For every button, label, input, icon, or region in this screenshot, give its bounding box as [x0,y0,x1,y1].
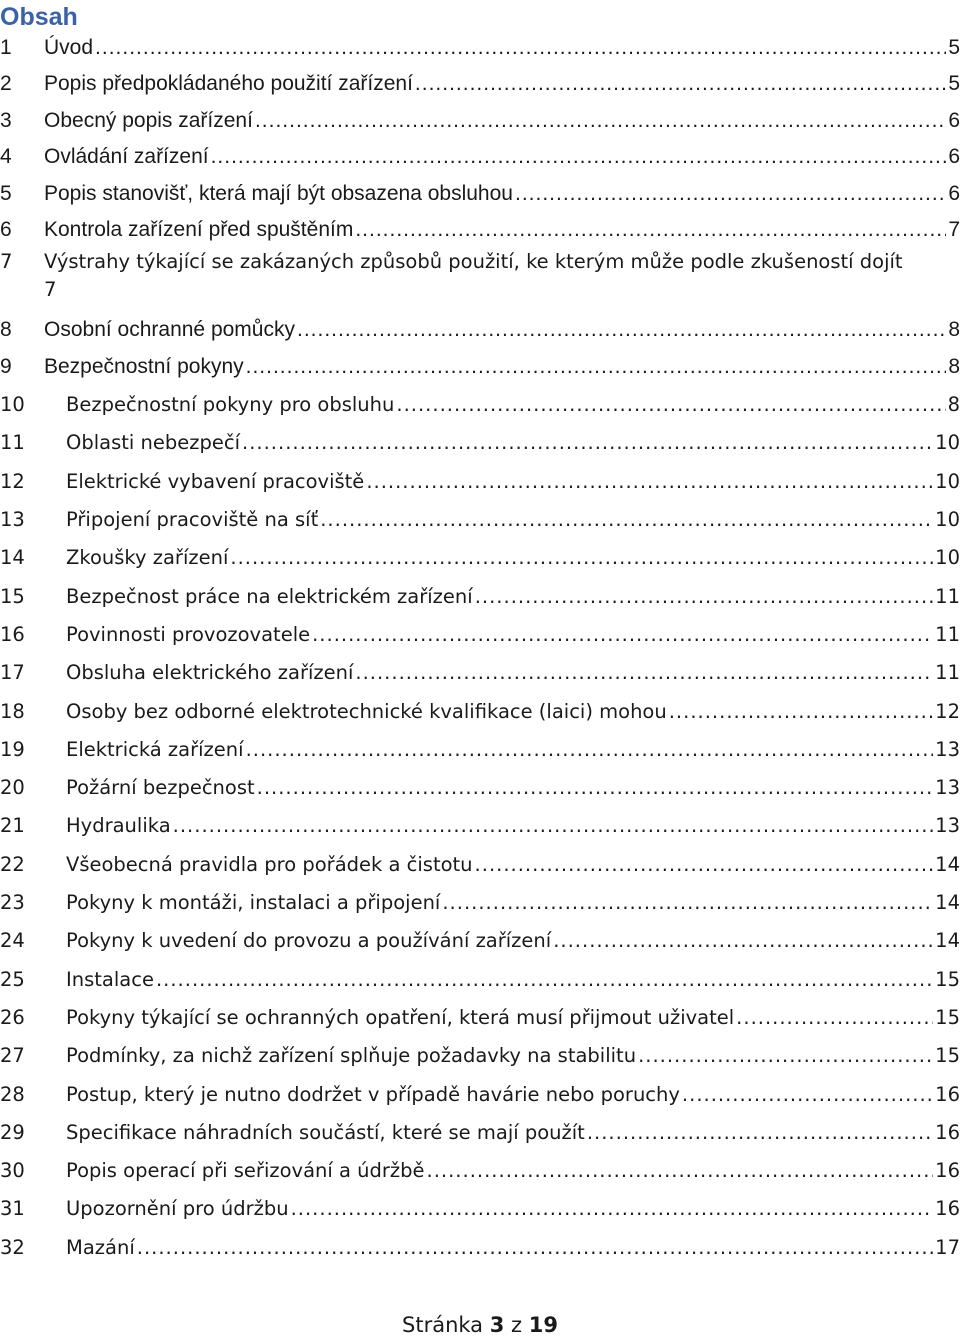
toc-entry-title: Kontrola zařízení před spuštěním [44,218,354,241]
toc-entry-title: Popis stanovišť, která mají být obsazena obsluhou [44,181,513,205]
toc-entry-page: 8 [948,354,960,378]
toc-entry[interactable] [0,103,960,139]
toc-leader-dots [257,770,934,806]
toc-entry[interactable] [0,847,960,883]
toc-entry[interactable] [0,464,960,500]
toc-leader-dots [137,1230,933,1266]
toc-entry-page: 14 [935,852,960,876]
toc-leader-dots [553,923,933,959]
toc-entry-number: 25 [0,967,25,991]
toc-entry-number: 13 [0,508,25,531]
toc-entry-number: 14 [0,546,25,570]
toc-entry[interactable] [0,923,960,959]
toc-entry[interactable] [0,139,960,175]
toc-leader-dots [475,579,933,615]
toc-entry-number: 32 [0,1235,25,1259]
toc-entry-number: 22 [0,852,25,876]
toc-entry[interactable] [0,248,960,306]
toc-entry-page: 15 [935,967,960,991]
toc-leader-dots [320,502,933,538]
toc-leader-dots [211,139,947,175]
footer-prefix: Stránka [402,1313,484,1337]
toc-leader-dots [255,103,946,139]
toc-entry-title: Ovládání zařízení [44,145,209,169]
toc-entry-page: 15 [935,1044,960,1068]
toc-leader-dots [355,655,933,691]
toc-entry-page: 8 [947,393,960,417]
toc-leader-dots [156,962,933,998]
toc-entry-page: 14 [935,891,960,914]
toc-entry[interactable] [0,312,960,348]
toc-entry-page: 16 [935,1082,960,1106]
toc-leader-dots [246,349,947,385]
toc-entry-page: 10 [935,546,960,570]
toc-entry-page: 15 [935,1005,960,1029]
toc-entry-title: Obecný popis zařízení [44,108,253,132]
toc-entry[interactable] [0,387,960,423]
toc-entry-number: 21 [0,814,25,838]
toc-leader-dots [682,1077,933,1113]
toc-entry-number: 16 [0,622,25,646]
toc-entry-number: 6 [0,218,12,241]
toc-entry-title: Osobní ochranné pomůcky [44,318,295,342]
toc-leader-dots [366,464,933,500]
toc-entry-number: 19 [0,737,25,761]
toc-entry[interactable] [0,808,960,844]
toc-entry-page: 13 [935,814,960,838]
toc-entry[interactable] [0,1000,960,1036]
toc-entry[interactable] [0,66,960,102]
toc-entry-number: 28 [0,1082,25,1106]
toc-entry-number: 12 [0,469,25,493]
toc-entry-number: 17 [0,661,25,685]
toc-entry-page: 7 [948,218,960,241]
toc-entry-title: Povinnosti provozovatele [66,622,311,646]
toc-leader-dots [173,808,934,844]
toc-leader-dots [230,540,933,576]
toc-entry[interactable] [0,1115,960,1151]
toc-entry[interactable] [0,732,960,768]
toc-heading: Obsah [0,3,78,31]
toc-entry[interactable] [0,425,960,461]
toc-entry-title: Úvod [44,36,94,59]
toc-entry-number: 18 [0,699,25,723]
toc-entry-page: 7 [44,278,57,302]
toc-entry-page: 10 [935,508,960,531]
toc-entry-number: 20 [0,776,25,800]
toc-leader-dots [515,176,946,212]
toc-entry-title: Pokyny k montáži, instalaci a připojení [66,891,441,914]
toc-entry-title: Elektrická zařízení [66,737,244,761]
toc-entry[interactable] [0,502,960,538]
toc-entry-number: 1 [0,36,12,59]
toc-entry[interactable] [0,1230,960,1266]
toc-entry-title: Popis operací při seřizování a údržbě [66,1159,425,1183]
toc-entry-page: 12 [935,699,960,723]
toc-leader-dots [95,30,946,66]
toc-entry-number: 2 [0,72,12,96]
toc-entry-title: Elektrické vybavení pracoviště [66,469,365,493]
toc-entry[interactable] [0,1038,960,1074]
toc-entry-number: 26 [0,1005,25,1029]
toc-entry[interactable] [0,885,960,921]
toc-entry[interactable] [0,579,960,615]
toc-leader-dots [736,1000,933,1036]
toc-leader-dots [442,885,933,921]
toc-entry-page: 11 [935,661,960,685]
toc-entry-page: 6 [948,108,960,132]
toc-entry-title: Bezpečnost práce na elektrickém zařízení [66,584,473,608]
toc-entry-title: Pokyny k uvedení do provozu a používání zařízení [66,929,552,953]
toc-leader-dots [246,732,934,768]
toc-entry-title: Výstrahy týkající se zakázaných způsobů použití, ke kterým může podle zkušeností dojít [44,250,903,274]
toc-leader-dots [396,387,945,423]
toc-entry[interactable] [0,1153,960,1189]
toc-entry-title: Popis předpokládaného použití zařízení [44,72,413,96]
toc-entry-number: 15 [0,584,25,608]
toc-leader-dots [638,1038,933,1074]
toc-entry-title: Podmínky, za nichž zařízení splňuje požadavky na stabilitu [66,1044,637,1068]
toc-entry-title: Oblasti nebezpečí [66,431,240,455]
toc-entry[interactable] [0,617,960,653]
toc-entry-title: Všeobecná pravidla pro pořádek a čistotu [66,852,473,876]
toc-entry[interactable] [0,1077,960,1113]
toc-entry-number: 31 [0,1197,25,1221]
toc-entry-page: 17 [935,1235,960,1259]
toc-entry-title: Mazání [66,1235,135,1259]
toc-entry-title: Upozornění pro údržbu [66,1197,289,1221]
toc-entry-page: 16 [935,1159,960,1183]
toc-entry-number: 11 [0,431,25,455]
toc-entry-page: 11 [935,622,960,646]
toc-leader-dots [291,1191,934,1227]
toc-entry-title: Osoby bez odborné elektrotechnické kvalifikace (laici) mohou [66,699,667,723]
toc-entry-number: 29 [0,1120,25,1144]
toc-leader-dots [242,425,933,461]
toc-leader-dots [355,212,946,248]
toc-entry-title: Bezpečnostní pokyny [44,354,244,378]
toc-entry-number: 27 [0,1044,25,1068]
toc-entry[interactable] [0,176,960,212]
toc-entry-title: Hydraulika [66,814,171,838]
toc-entry-page: 14 [935,929,960,953]
toc-entry[interactable] [0,540,960,576]
toc-entry-page: 16 [935,1120,960,1144]
toc-entry[interactable] [0,1191,960,1227]
toc-leader-dots [297,312,946,348]
toc-entry-title: Připojení pracoviště na síť [66,508,319,531]
toc-entry-number: 7 [0,250,13,274]
toc-entry[interactable] [0,962,960,998]
toc-entry-page: 11 [935,584,960,608]
toc-entry-number: 3 [0,108,12,132]
toc-entry-number: 23 [0,891,25,914]
toc-entry-number: 4 [0,145,12,169]
toc-entry-page: 16 [935,1197,960,1221]
footer-total-pages: 19 [528,1313,558,1337]
toc-leader-dots [669,694,933,730]
toc-entry-page: 10 [935,469,960,493]
toc-entry-title: Obsluha elektrického zařízení [66,661,354,685]
page-footer [0,1310,960,1340]
toc-entry-title: Postup, který je nutno dodržet v případě havárie nebo poruchy [66,1082,680,1106]
toc-entry-page: 5 [948,36,960,59]
toc-entry-page: 8 [948,318,960,342]
toc-entry-number: 30 [0,1159,25,1183]
toc-leader-dots [475,847,934,883]
toc-entry-number: 24 [0,929,25,953]
toc-entry-page: 6 [948,181,960,205]
toc-entry-page: 6 [948,145,960,169]
toc-entry-page: 13 [935,737,960,761]
toc-entry-title: Požární bezpečnost [66,776,255,800]
footer-separator: z [511,1313,523,1337]
toc-entry[interactable] [0,349,960,385]
footer-current-page: 3 [489,1313,505,1337]
toc-entry-number: 8 [0,318,12,342]
toc-entry-page: 5 [948,72,960,96]
toc-entry-title: Bezpečnostní pokyny pro obsluhu [66,393,395,417]
toc-leader-dots [312,617,933,653]
toc-entry-number: 10 [0,393,25,417]
toc-entry[interactable] [0,770,960,806]
toc-leader-dots [415,66,946,102]
toc-entry-page: 13 [935,776,960,800]
toc-entry-number: 5 [0,181,12,205]
toc-leader-dots [587,1115,933,1151]
toc-entry[interactable] [0,212,960,248]
toc-entry-title: Pokyny týkající se ochranných opatření, která musí přijmout uživatel [66,1005,735,1029]
toc-entry-number: 9 [0,354,12,378]
toc-entry-title: Specifikace náhradních součástí, které se mají použít [66,1120,585,1144]
toc-leader-dots [427,1153,934,1189]
toc-entry-title: Zkoušky zařízení [66,546,229,570]
toc-entry-page: 10 [935,431,960,455]
toc-entry[interactable] [0,30,960,66]
toc-entry[interactable] [0,694,960,730]
toc-entry-title: Instalace [66,967,154,991]
toc-entry[interactable] [0,655,960,691]
